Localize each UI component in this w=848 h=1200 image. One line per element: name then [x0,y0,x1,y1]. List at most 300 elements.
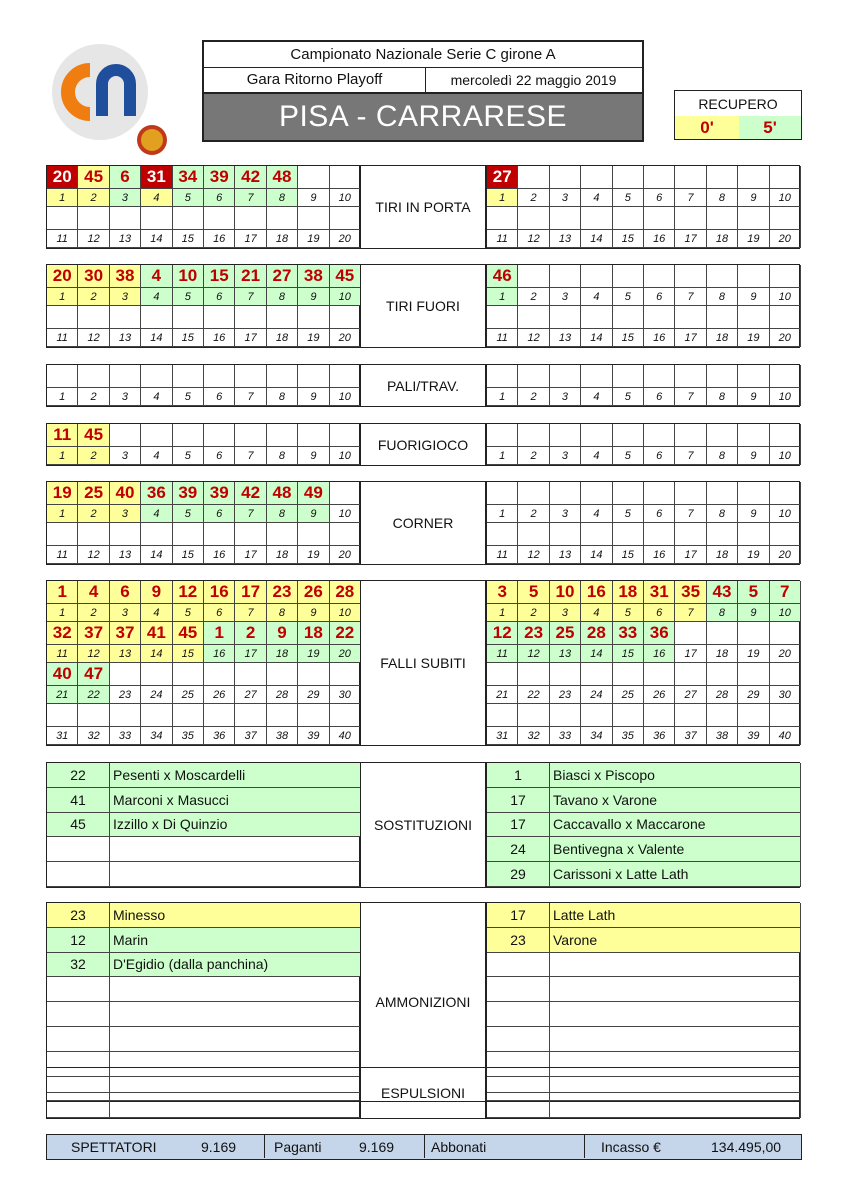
tiri-fuori-index-cell: 7 [235,288,266,306]
falli-subiti-minute-cell: 32 [47,622,78,645]
tiri-in-porta-minute-cell: 20 [47,166,78,189]
espulsioni-minute [47,1068,110,1093]
espulsioni-entry [550,1068,801,1093]
tiri-in-porta-minute-cell [644,166,675,189]
pali-trav-index-cell: 2 [518,388,549,406]
tiri-fuori-minute-cell: 21 [235,265,266,288]
tiri-fuori-minute-cell [141,306,172,329]
corner-minute-cell [298,523,329,546]
fuorigioco-minute-cell [141,424,172,447]
corner-minute-cell [644,523,675,546]
falli-subiti-minute-cell: 16 [204,581,235,604]
match-date: mercoledì 22 maggio 2019 [425,67,642,94]
tiri-fuori-minute-cell [613,265,644,288]
falli-subiti-index-cell: 36 [644,727,675,745]
falli-subiti-index-cell: 18 [707,645,738,663]
corner-minute-cell [330,523,361,546]
corner-minute-cell [613,523,644,546]
pali-trav-minute-cell [173,365,204,388]
tiri-in-porta-index-cell: 6 [204,189,235,207]
falli-subiti-minute-cell [613,704,644,727]
falli-subiti-index-cell: 17 [675,645,706,663]
ammonizioni-entry [110,977,361,1002]
tiri-in-porta-minute-cell [613,166,644,189]
falli-subiti-minute-cell: 18 [613,581,644,604]
tiri-fuori-minute-cell [487,306,518,329]
sostituzioni-entry: Carissoni x Latte Lath [550,862,801,887]
falli-subiti-index-cell: 19 [298,645,329,663]
tiri-in-porta-right-grid [486,165,800,249]
falli-subiti-minute-cell [675,663,706,686]
corner-index-cell: 13 [110,546,141,564]
tiri-in-porta-minute-cell [330,207,361,230]
fuorigioco-minute-cell [707,424,738,447]
falli-subiti-minute-cell: 28 [581,622,612,645]
falli-subiti-minute-cell [487,663,518,686]
tiri-in-porta-minute-cell [550,166,581,189]
corner-minute-cell [518,482,549,505]
fuorigioco-minute-cell [235,424,266,447]
sostituzioni-label: SOSTITUZIONI [360,762,486,888]
tiri-fuori-index-cell: 14 [141,329,172,347]
falli-subiti-minute-cell [110,663,141,686]
falli-subiti-index-cell: 24 [581,686,612,704]
fuorigioco-index-cell: 7 [675,447,706,465]
pali-trav-index-cell: 3 [110,388,141,406]
falli-subiti-index-cell: 35 [613,727,644,745]
corner-index-cell: 10 [330,505,361,523]
ammonizioni-entry: Minesso [110,903,361,928]
tiri-in-porta-minute-cell [738,207,769,230]
spettatori-label: SPETTATORI [71,1139,157,1155]
falli-subiti-index-cell: 18 [267,645,298,663]
falli-subiti-index-cell: 23 [110,686,141,704]
pali-trav-index-cell: 8 [707,388,738,406]
falli-subiti-minute-cell: 35 [675,581,706,604]
falli-subiti-minute-cell [707,704,738,727]
falli-subiti-index-cell: 1 [47,604,78,622]
tiri-fuori-index-cell: 14 [581,329,612,347]
pali-trav-minute-cell [141,365,172,388]
falli-subiti-index-cell: 21 [487,686,518,704]
tiri-fuori-minute-cell [644,306,675,329]
falli-subiti-minute-cell [235,704,266,727]
falli-subiti-minute-cell [78,704,109,727]
falli-subiti-index-cell: 38 [707,727,738,745]
falli-subiti-index-cell: 32 [78,727,109,745]
falli-subiti-index-cell: 30 [770,686,801,704]
fuorigioco-index-cell: 10 [770,447,801,465]
tiri-fuori-minute-cell: 38 [110,265,141,288]
pali-trav-minute-cell [78,365,109,388]
pali-trav-right-grid [486,364,800,407]
pali-trav-index-cell: 2 [78,388,109,406]
corner-index-cell: 4 [581,505,612,523]
championship-title: Campionato Nazionale Serie C girone A [204,42,642,68]
falli-subiti-minute-cell: 12 [487,622,518,645]
tiri-in-porta-index-cell: 13 [110,230,141,248]
falli-subiti-index-cell: 4 [141,604,172,622]
fuorigioco-minute-cell [267,424,298,447]
falli-subiti-index-cell: 7 [235,604,266,622]
falli-subiti-index-cell: 11 [47,645,78,663]
falli-subiti-index-cell: 37 [675,727,706,745]
tiri-fuori-minute-cell [78,306,109,329]
sostituzioni-entry: Biasci x Piscopo [550,763,801,788]
tiri-fuori-index-cell: 5 [173,288,204,306]
falli-subiti-minute-cell [204,704,235,727]
sostituzioni-minute: 1 [487,763,550,788]
falli-subiti-minute-cell [487,704,518,727]
tiri-fuori-index-cell: 9 [298,288,329,306]
sostituzioni-minute [47,837,110,862]
tiri-in-porta-minute-cell [675,166,706,189]
tiri-in-porta-index-cell: 11 [47,230,78,248]
falli-subiti-index-cell: 14 [581,645,612,663]
falli-subiti-minute-cell [770,663,801,686]
corner-minute-cell [770,482,801,505]
falli-subiti-minute-cell: 43 [707,581,738,604]
incasso-label: Incasso € [601,1139,661,1155]
tiri-fuori-minute-cell [707,306,738,329]
falli-subiti-index-cell: 28 [707,686,738,704]
corner-index-cell: 2 [518,505,549,523]
corner-minute-cell: 42 [235,482,266,505]
sostituzioni-entry: Caccavallo x Maccarone [550,813,801,838]
sostituzioni-right-list [486,762,800,888]
fuorigioco-minute-cell [204,424,235,447]
tiri-in-porta-minute-cell [110,207,141,230]
corner-minute-cell [707,482,738,505]
tiri-fuori-minute-cell [204,306,235,329]
falli-subiti-minute-cell: 22 [330,622,361,645]
sostituzioni-entry: Bentivegna x Valente [550,837,801,862]
corner-minute-cell [581,523,612,546]
falli-subiti-index-cell: 33 [110,727,141,745]
falli-subiti-index-cell: 33 [550,727,581,745]
falli-subiti-index-cell: 26 [204,686,235,704]
falli-subiti-minute-cell: 36 [644,622,675,645]
pali-trav-label: PALI/TRAV. [360,364,486,407]
falli-subiti-index-cell: 9 [738,604,769,622]
falli-subiti-index-cell: 12 [518,645,549,663]
fuorigioco-minute-cell [770,424,801,447]
falli-subiti-index-cell: 23 [550,686,581,704]
corner-index-cell: 14 [141,546,172,564]
match-header [202,40,644,142]
corner-minute-cell [235,523,266,546]
ammonizioni-entry [550,1002,801,1027]
pali-trav-index-cell: 4 [141,388,172,406]
corner-minute-cell [518,523,549,546]
fuorigioco-minute-cell [550,424,581,447]
tiri-in-porta-minute-cell [47,207,78,230]
pali-trav-index-cell: 10 [330,388,361,406]
falli-subiti-index-cell: 8 [267,604,298,622]
falli-subiti-index-cell: 40 [330,727,361,745]
tiri-in-porta-minute-cell [298,166,329,189]
fuorigioco-index-cell: 9 [738,447,769,465]
tiri-fuori-minute-cell [675,306,706,329]
falli-subiti-minute-cell: 26 [298,581,329,604]
falli-subiti-index-cell: 27 [675,686,706,704]
falli-subiti-minute-cell: 2 [235,622,266,645]
tiri-in-porta-minute-cell [707,207,738,230]
falli-subiti-index-cell: 30 [330,686,361,704]
falli-subiti-index-cell: 5 [613,604,644,622]
falli-subiti-index-cell: 32 [518,727,549,745]
falli-subiti-minute-cell: 9 [141,581,172,604]
falli-subiti-index-cell: 29 [738,686,769,704]
espulsioni-entry [110,1068,361,1093]
corner-index-cell: 6 [204,505,235,523]
tiri-in-porta-index-cell: 19 [298,230,329,248]
fuorigioco-minute-cell [298,424,329,447]
falli-subiti-minute-cell: 5 [738,581,769,604]
corner-minute-cell [550,523,581,546]
falli-subiti-index-cell: 19 [738,645,769,663]
tiri-in-porta-minute-cell: 45 [78,166,109,189]
ammonizioni-minute [487,953,550,978]
tiri-in-porta-index-cell: 16 [644,230,675,248]
falli-subiti-minute-cell: 5 [518,581,549,604]
pali-trav-minute-cell [613,365,644,388]
cn-logo [46,40,174,160]
tiri-in-porta-index-cell: 3 [110,189,141,207]
falli-subiti-minute-cell: 18 [298,622,329,645]
tiri-in-porta-minute-cell [204,207,235,230]
tiri-in-porta-minute-cell [613,207,644,230]
corner-index-cell: 17 [235,546,266,564]
falli-subiti-index-cell: 17 [235,645,266,663]
espulsioni-left-list [46,1067,360,1119]
corner-minute-cell [173,523,204,546]
fuorigioco-index-cell: 10 [330,447,361,465]
fuorigioco-minute-cell: 45 [78,424,109,447]
corner-index-cell: 19 [738,546,769,564]
tiri-fuori-index-cell: 20 [330,329,361,347]
tiri-fuori-index-cell: 3 [110,288,141,306]
espulsioni-minute [487,1068,550,1093]
corner-minute-cell: 49 [298,482,329,505]
falli-subiti-index-cell: 14 [141,645,172,663]
falli-subiti-index-cell: 16 [644,645,675,663]
corner-index-cell: 5 [613,505,644,523]
falli-subiti-minute-cell: 16 [581,581,612,604]
ammonizioni-label: AMMONIZIONI [360,902,486,1102]
falli-subiti-minute-cell [141,663,172,686]
tiri-in-porta-minute-cell [518,207,549,230]
falli-subiti-minute-cell [204,663,235,686]
falli-subiti-minute-cell: 25 [550,622,581,645]
corner-index-cell: 7 [675,505,706,523]
falli-subiti-index-cell: 20 [770,645,801,663]
tiri-fuori-index-cell: 2 [518,288,549,306]
corner-minute-cell [770,523,801,546]
tiri-fuori-minute-cell [581,265,612,288]
fuorigioco-right-grid [486,423,800,466]
falli-subiti-index-cell: 15 [173,645,204,663]
falli-subiti-minute-cell [770,622,801,645]
tiri-in-porta-minute-cell [581,207,612,230]
falli-subiti-index-cell: 25 [613,686,644,704]
tiri-in-porta-left-grid [46,165,360,249]
corner-minute-cell: 39 [173,482,204,505]
tiri-fuori-minute-cell: 4 [141,265,172,288]
tiri-in-porta-minute-cell: 34 [173,166,204,189]
corner-index-cell: 1 [487,505,518,523]
falli-subiti-index-cell: 22 [78,686,109,704]
corner-index-cell: 10 [770,505,801,523]
fuorigioco-index-cell: 2 [518,447,549,465]
ammonizioni-entry [550,1027,801,1052]
corner-index-cell: 11 [487,546,518,564]
espulsioni-label: ESPULSIONI [360,1067,486,1119]
tiri-fuori-minute-cell [235,306,266,329]
tiri-in-porta-index-cell: 1 [47,189,78,207]
corner-index-cell: 3 [110,505,141,523]
falli-subiti-minute-cell [613,663,644,686]
tiri-fuori-label: TIRI FUORI [360,264,486,348]
tiri-in-porta-index-cell: 14 [141,230,172,248]
pali-trav-minute-cell [738,365,769,388]
tiri-in-porta-index-cell: 6 [644,189,675,207]
pali-trav-index-cell: 7 [675,388,706,406]
tiri-in-porta-minute-cell: 27 [487,166,518,189]
fuorigioco-minute-cell [581,424,612,447]
tiri-fuori-minute-cell [550,306,581,329]
falli-subiti-index-cell: 11 [487,645,518,663]
tiri-fuori-index-cell: 10 [770,288,801,306]
falli-subiti-minute-cell: 41 [141,622,172,645]
corner-minute-cell [47,523,78,546]
pali-trav-index-cell: 9 [298,388,329,406]
corner-index-cell: 6 [644,505,675,523]
tiri-fuori-index-cell: 4 [581,288,612,306]
tiri-fuori-minute-cell [518,265,549,288]
falli-subiti-index-cell: 34 [141,727,172,745]
falli-subiti-minute-cell: 45 [173,622,204,645]
tiri-in-porta-index-cell: 5 [613,189,644,207]
falli-subiti-minute-cell [267,704,298,727]
corner-minute-cell [330,482,361,505]
falli-subiti-minute-cell: 3 [487,581,518,604]
tiri-fuori-minute-cell [110,306,141,329]
corner-index-cell: 17 [675,546,706,564]
falli-subiti-minute-cell: 28 [330,581,361,604]
tiri-in-porta-index-cell: 11 [487,230,518,248]
falli-subiti-minute-cell: 37 [78,622,109,645]
tiri-in-porta-minute-cell [235,207,266,230]
falli-subiti-index-cell: 12 [78,645,109,663]
pali-trav-minute-cell [110,365,141,388]
pali-trav-minute-cell [330,365,361,388]
fuorigioco-index-cell: 8 [267,447,298,465]
footer-bar [46,1134,802,1160]
tiri-fuori-index-cell: 8 [707,288,738,306]
falli-subiti-index-cell: 29 [298,686,329,704]
fuorigioco-minute-cell [675,424,706,447]
tiri-in-porta-index-cell: 7 [675,189,706,207]
falli-subiti-minute-cell: 17 [235,581,266,604]
fuorigioco-index-cell: 6 [644,447,675,465]
tiri-fuori-minute-cell [707,265,738,288]
fuorigioco-index-cell: 8 [707,447,738,465]
corner-left-grid [46,481,360,565]
falli-subiti-index-cell: 27 [235,686,266,704]
corner-index-cell: 16 [644,546,675,564]
corner-index-cell: 5 [173,505,204,523]
ammonizioni-minute: 12 [47,928,110,953]
fuorigioco-minute-cell [738,424,769,447]
tiri-fuori-index-cell: 19 [298,329,329,347]
tiri-fuori-minute-cell [770,265,801,288]
falli-subiti-index-cell: 37 [235,727,266,745]
tiri-fuori-index-cell: 12 [518,329,549,347]
ammonizioni-minute [47,977,110,1002]
ammonizioni-entry: Varone [550,928,801,953]
falli-subiti-minute-cell: 40 [47,663,78,686]
pali-trav-minute-cell [518,365,549,388]
corner-index-cell: 11 [47,546,78,564]
falli-subiti-minute-cell [738,663,769,686]
fuorigioco-minute-cell [173,424,204,447]
ammonizioni-entry [110,1002,361,1027]
corner-minute-cell: 25 [78,482,109,505]
fuorigioco-left-grid [46,423,360,466]
falli-subiti-minute-cell: 37 [110,622,141,645]
falli-subiti-index-cell: 3 [110,604,141,622]
pali-trav-index-cell: 7 [235,388,266,406]
fuorigioco-index-cell: 3 [550,447,581,465]
falli-subiti-index-cell: 38 [267,727,298,745]
pali-trav-minute-cell [47,365,78,388]
tiri-in-porta-minute-cell [330,166,361,189]
tiri-fuori-minute-cell [738,265,769,288]
tiri-in-porta-index-cell: 4 [581,189,612,207]
falli-subiti-minute-cell [298,704,329,727]
pali-trav-minute-cell [644,365,675,388]
corner-index-cell: 18 [267,546,298,564]
falli-subiti-minute-cell [141,704,172,727]
falli-subiti-index-cell: 25 [173,686,204,704]
fuorigioco-minute-cell [644,424,675,447]
tiri-fuori-index-cell: 10 [330,288,361,306]
tiri-fuori-index-cell: 2 [78,288,109,306]
falli-subiti-minute-cell [47,704,78,727]
tiri-fuori-right-grid [486,264,800,348]
tiri-in-porta-index-cell: 3 [550,189,581,207]
tiri-in-porta-index-cell: 17 [235,230,266,248]
falli-subiti-index-cell: 40 [770,727,801,745]
falli-subiti-minute-cell [675,704,706,727]
tiri-fuori-minute-cell [644,265,675,288]
tiri-in-porta-index-cell: 10 [770,189,801,207]
tiri-in-porta-minute-cell [298,207,329,230]
sostituzioni-entry [110,837,361,862]
corner-minute-cell [78,523,109,546]
ammonizioni-minute: 32 [47,953,110,978]
tiri-fuori-index-cell: 17 [235,329,266,347]
pali-trav-minute-cell [675,365,706,388]
sostituzioni-entry: Tavano x Varone [550,788,801,813]
fuorigioco-index-cell: 4 [141,447,172,465]
sostituzioni-minute: 17 [487,788,550,813]
pali-trav-left-grid [46,364,360,407]
falli-subiti-minute-cell [644,704,675,727]
tiri-in-porta-index-cell: 19 [738,230,769,248]
falli-subiti-index-cell: 4 [581,604,612,622]
